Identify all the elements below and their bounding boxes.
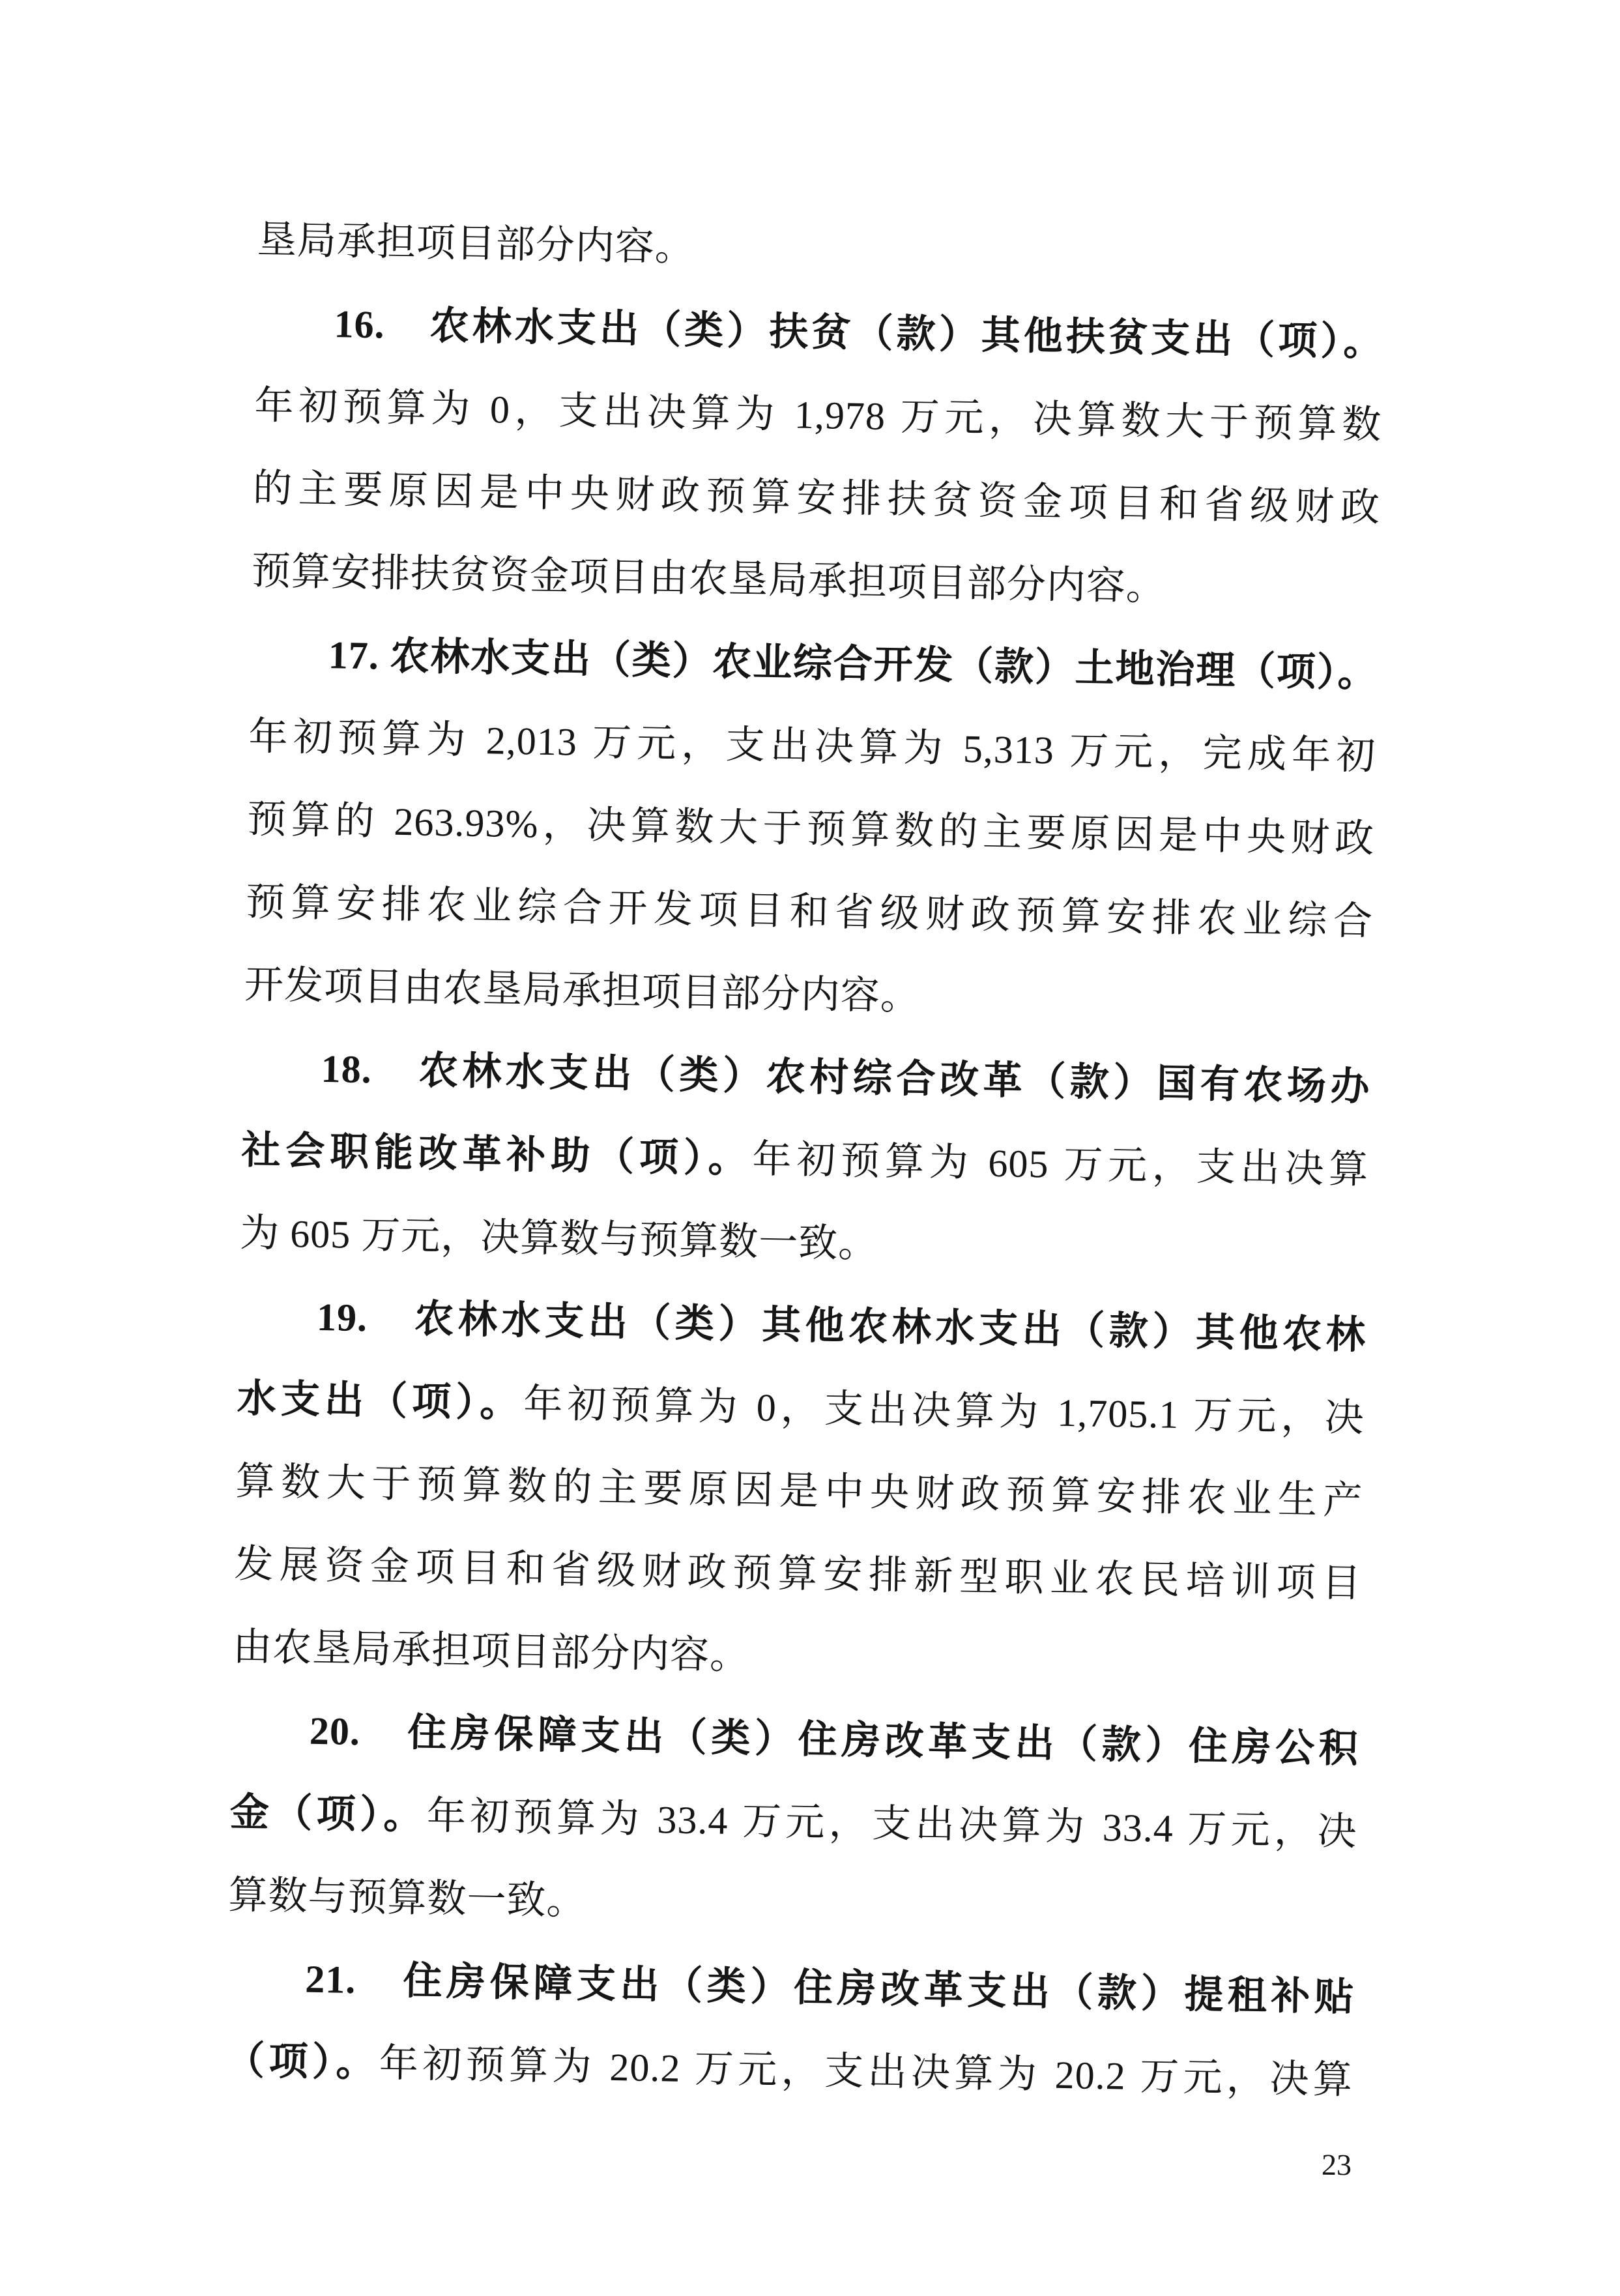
heading-text-segment: 21. 住房保障支出（类）住房改革支出（款）提租补贴 — [304, 1957, 1355, 2019]
heading-text-segment: 社会职能改革补助（项）。 — [240, 1128, 753, 1181]
body-text-segment: 垦局承担项目部分内容。 — [257, 218, 695, 269]
body-text-segment: 算数与预算数一致。 — [227, 1873, 587, 1923]
heading-text-segment: 17. 农林水支出（类）农业综合开发（款）土地治理（项）。 — [328, 633, 1378, 695]
heading-text-segment: 水支出（项）。 — [237, 1376, 524, 1425]
body-text-segment: 年初预算为 605 万元，支出决算 — [751, 1137, 1369, 1191]
heading-text-segment: 20. 住房保障支出（类）住房改革支出（款）住房公积 — [309, 1709, 1359, 1771]
body-text-segment: 开发项目由农垦局承担项目部分内容。 — [244, 963, 921, 1018]
body-text-segment: 为 605 万元，决算数与预算数一致。 — [239, 1211, 878, 1266]
body-text-segment: 预算的 263.93%，决算数大于预算数的主要原因是中央财政 — [246, 797, 1375, 861]
body-text-segment: 年初预算为 0，支出决算为 1,705.1 万元，决 — [523, 1382, 1365, 1440]
heading-text-segment: 18. 农林水支出（类）农村综合改革（款）国有农场办 — [321, 1047, 1371, 1109]
body-text — [225, 199, 1385, 2122]
body-text-segment: 年初预算为 20.2 万元，支出决算为 20.2 万元，决算 — [379, 2041, 1353, 2102]
body-text-segment: 算数大于预算数的主要原因是中央财政预算安排农业生产 — [235, 1459, 1363, 1522]
body-text-segment: 年初预算为 33.4 万元，支出决算为 33.4 万元，决 — [426, 1794, 1358, 1853]
body-text-segment: 年初预算为 0，支出决算为 1,978 万元，决算数大于预算数 — [253, 383, 1382, 447]
body-text-segment: 的主要原因是中央财政预算安排扶贫资金项目和省级财政 — [252, 466, 1381, 530]
body-text-segment: 预算安排农业综合开发项目和省级财政预算安排农业综合 — [245, 880, 1374, 944]
page-number: 23 — [1321, 2147, 1352, 2182]
body-text-segment: 年初预算为 2,013 万元，支出决算为 5,313 万元，完成年初 — [248, 714, 1376, 778]
heading-text-segment: 16. 农林水支出（类）扶贫（款）其他扶贫支出（项）。 — [334, 302, 1383, 364]
body-text-segment: 预算安排扶贫资金项目由农垦局承担项目部分内容。 — [251, 549, 1166, 609]
heading-text-segment: 19. 农林水支出（类）其他农林水支出（款）其他农林 — [316, 1295, 1367, 1357]
heading-text-segment: 金（项）。 — [229, 1790, 427, 1837]
body-text-segment: 发展资金项目和省级财政预算安排新型职业农民培训项目 — [233, 1542, 1362, 1605]
heading-text-segment: （项）。 — [225, 2039, 380, 2085]
body-text-segment: 由农垦局承担项目部分内容。 — [232, 1625, 750, 1678]
